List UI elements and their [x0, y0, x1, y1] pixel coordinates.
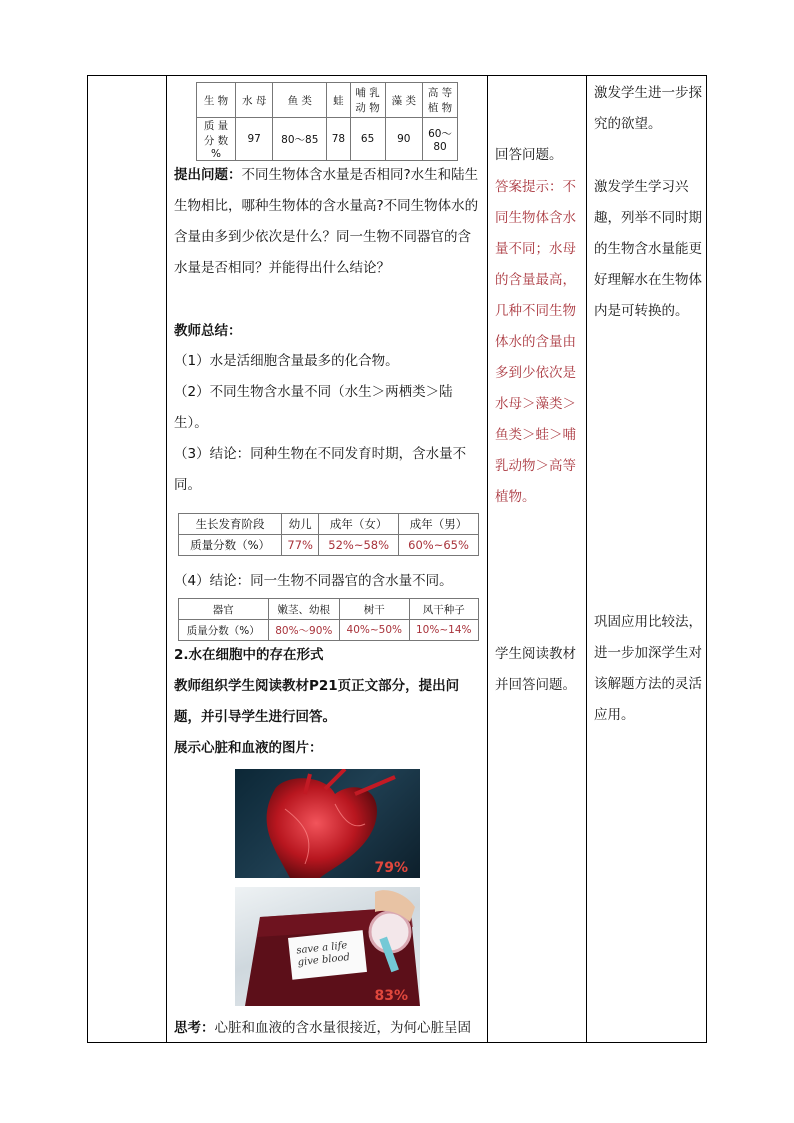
show-pictures-text: 展示心脏和血液的图片：: [174, 740, 323, 756]
table-cell: 78: [327, 118, 350, 161]
table-cell: 成年（女）: [319, 514, 399, 535]
student-read: 学生阅读教材并回答问题。: [495, 646, 576, 693]
table-cell: 10%~14%: [409, 620, 479, 641]
intent-1: 激发学生进一步探究的欲望。: [594, 85, 702, 132]
summary-label: 教师总结：: [174, 323, 242, 339]
design-intent-column: [588, 76, 706, 1042]
summary-point-4: （4）结论：同一生物不同器官的含水量不同。: [174, 573, 453, 589]
think-paragraph: [174, 1013, 482, 1044]
student-activity-column: [489, 76, 585, 1042]
question-paragraph: [174, 160, 482, 284]
table-cell: 65: [350, 118, 385, 161]
table-cell: 嫩茎、幼根: [268, 599, 339, 620]
teacher-activity-column: [168, 76, 486, 1042]
hint-text: 不同生物体含水量不同；水母的含量最高，几种不同生物体水的含量由多到少依次是水母＞藻类＞鱼类＞蛙＞哺乳动物＞高等植物。: [495, 179, 576, 505]
table-cell: 80～85: [273, 118, 327, 161]
section-title: 2.水在细胞中的存在形式: [174, 647, 324, 663]
blood-percentage: 83%: [374, 988, 408, 1004]
table-cell: 90: [385, 118, 422, 161]
answer-hint: [495, 172, 583, 513]
table-cell: 60～80: [423, 118, 458, 161]
table-cell: 质 量 分 数 %: [197, 118, 236, 161]
summary-point-2: （2）不同生物含水量不同（水生＞两栖类＞陆生）。: [174, 384, 453, 431]
table-cell: 高 等 植 物: [423, 83, 458, 118]
table-cell: 器官: [179, 599, 269, 620]
table-cell: 97: [236, 118, 273, 161]
intent-3: 巩固应用比较法，进一步加深学生对该解题方法的灵活应用。: [594, 614, 702, 723]
heart-percentage: 79%: [374, 860, 408, 876]
table-cell: 52%~58%: [319, 535, 399, 556]
table-cell: 鱼 类: [273, 83, 327, 118]
organ-table: [178, 598, 479, 641]
lesson-table: [87, 75, 707, 1043]
table-cell: 生长发育阶段: [179, 514, 282, 535]
table-cell: 水 母: [236, 83, 273, 118]
table-cell: 藻 类: [385, 83, 422, 118]
table-cell: 蛙: [327, 83, 350, 118]
question-label: 提出问题：: [174, 167, 242, 183]
table-cell: 生 物: [197, 83, 236, 118]
heart-image: [235, 769, 420, 878]
table-cell: 风干种子: [409, 599, 479, 620]
table-cell: 幼儿: [282, 514, 319, 535]
summary-point-3: （3）结论：同种生物在不同发育时期，含水量不同。: [174, 446, 467, 493]
student-answer: 回答问题。: [495, 147, 563, 163]
table-cell: 77%: [282, 535, 319, 556]
table-cell: 质量分数（%）: [179, 535, 282, 556]
summary-point-1: （1）水是活细胞含量最多的化合物。: [174, 353, 399, 369]
think-text: 心脏和血液的含水量很接近，为何心脏呈固: [214, 1020, 471, 1036]
table-cell: 质量分数（%）: [179, 620, 269, 641]
bag-text-line: save a life: [295, 940, 348, 957]
water-content-table: [196, 82, 458, 161]
growth-stage-table: [178, 513, 479, 556]
table-cell: 80%～90%: [268, 620, 339, 641]
intent-2: 激发学生学习兴趣，列举不同时期的生物含水量能更好理解水在生物体内是可转换的。: [594, 179, 702, 319]
blood-bag-image: [235, 887, 420, 1006]
think-label: 思考：: [174, 1020, 215, 1036]
table-cell: 哺 乳 动 物: [350, 83, 385, 118]
table-cell: 树干: [340, 599, 409, 620]
table-cell: 40%~50%: [340, 620, 409, 641]
hint-label: 答案提示：: [495, 179, 563, 195]
table-cell: 成年（男）: [399, 514, 479, 535]
bag-text-line: give blood: [297, 951, 351, 969]
question-text: 不同生物体含水量是否相同?水生和陆生生物相比，哪种生物体的含水量高?不同生物体水的含量由多到少依次是什么？同一生物不同器官的含水量是否相同？并能得出什么结论？: [174, 167, 479, 276]
table-cell: 60%~65%: [399, 535, 479, 556]
instruction-text: 教师组织学生阅读教材P21页正文部分，提出问题，并引导学生进行回答。: [174, 678, 460, 725]
